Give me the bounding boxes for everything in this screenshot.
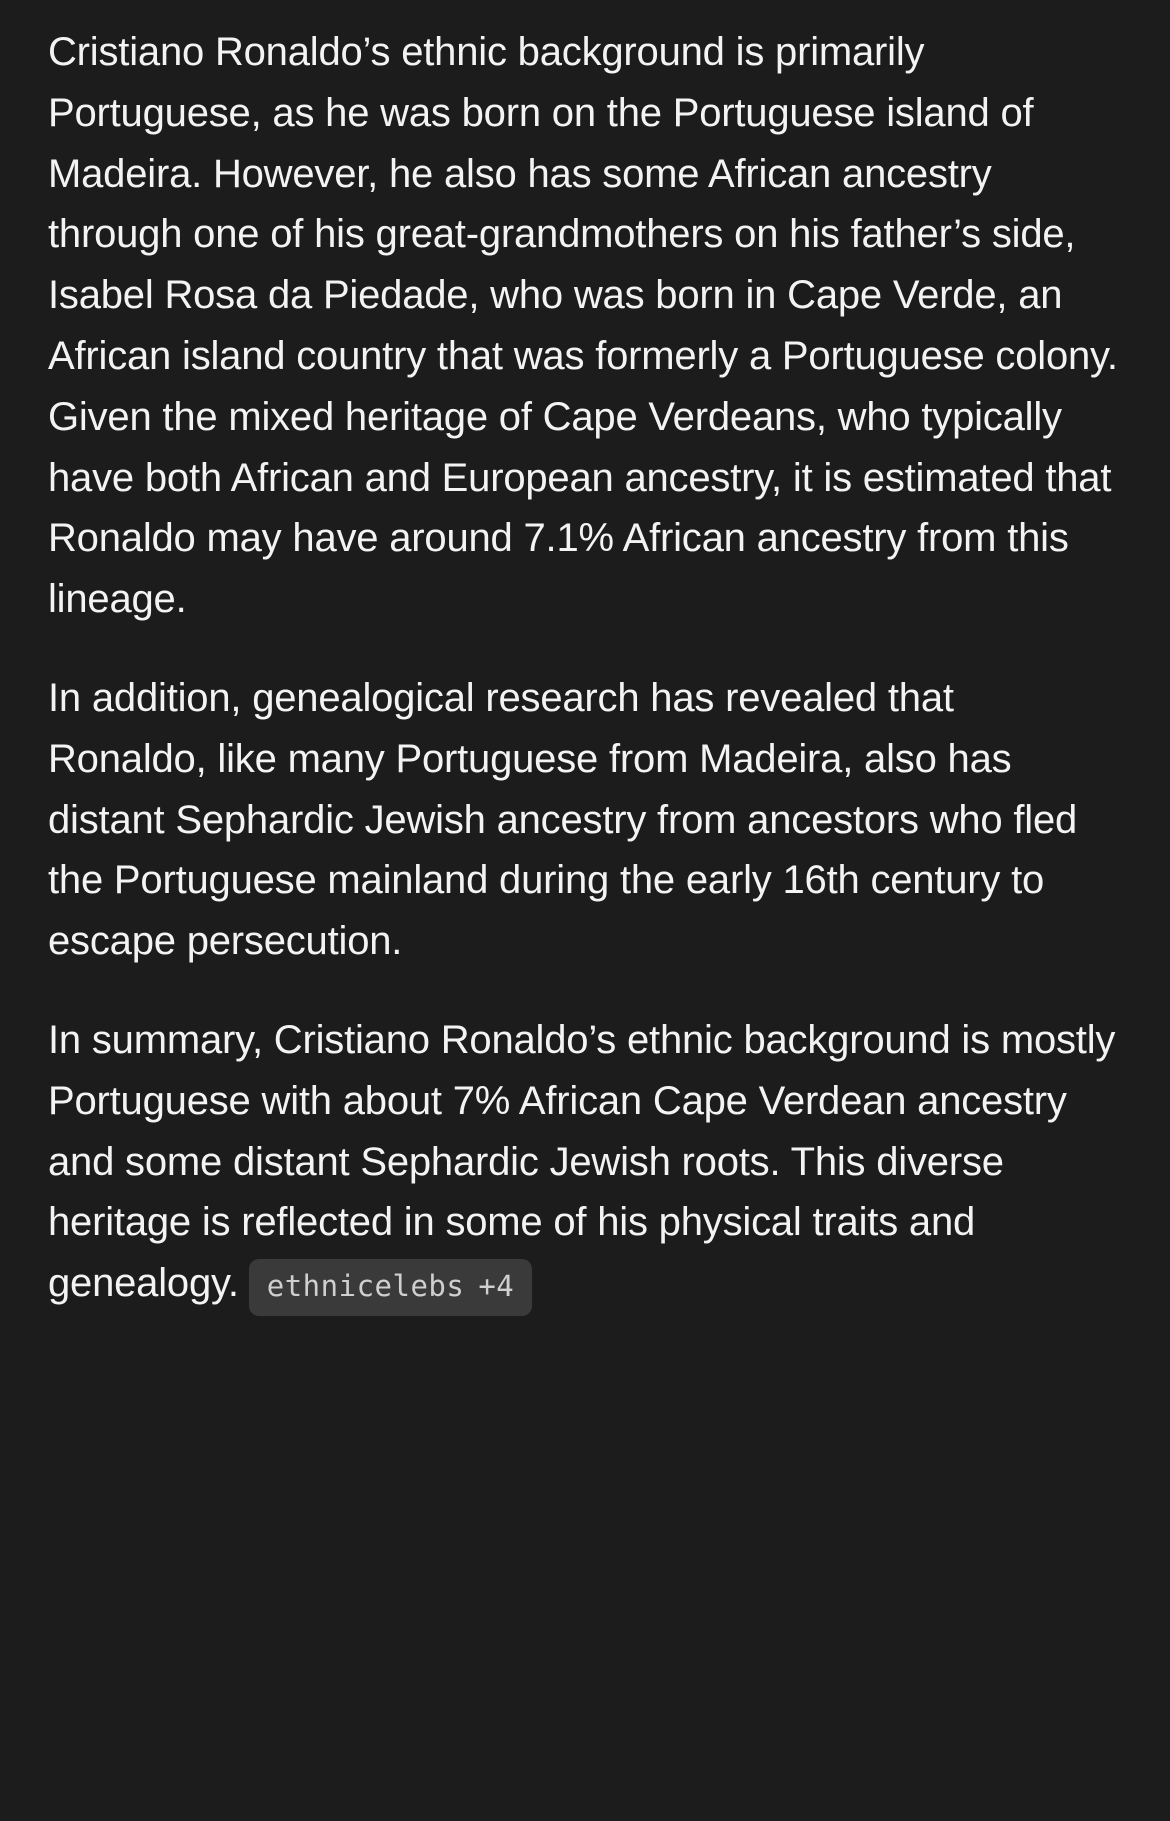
citation-source-label: ethnicelebs (266, 1269, 465, 1304)
answer-paragraph-3: In summary, Cristiano Ronaldo’s ethnic background is mostly Portuguese with about 7% African Cape Verdean ancestry and some distant Sephardic Jewish roots. This diverse heritage is reflected in some of his physical traits and genealogy. (48, 1017, 1116, 1306)
answer-paragraph-1: Cristiano Ronaldo’s ethnic background is primarily Portuguese, as he was born on the Portuguese island of Madeira. However, he also has some African ancestry through one of his great-grandmothers on his father’s side, Isabel Rosa da Piedade, who was born in Cape Verde, an African island country that was formerly a Portuguese colony. Given the mixed heritage of Cape Verdeans, who typically have both African and European ancestry, it is estimated that Ronaldo may have around 7.1% African ancestry from this lineage. (48, 30, 1118, 622)
citation-chip[interactable] (249, 1259, 532, 1316)
answer-paragraph-3-wrapper (48, 1010, 1122, 1316)
answer-paragraph-2: In addition, genealogical research has revealed that Ronaldo, like many Portuguese from Madeira, also has distant Sephardic Jewish ancestry from ancestors who fled the Portuguese mainland during the early 16th century to escape persecution. (48, 675, 1078, 964)
citation-more-count: +4 (478, 1269, 515, 1304)
